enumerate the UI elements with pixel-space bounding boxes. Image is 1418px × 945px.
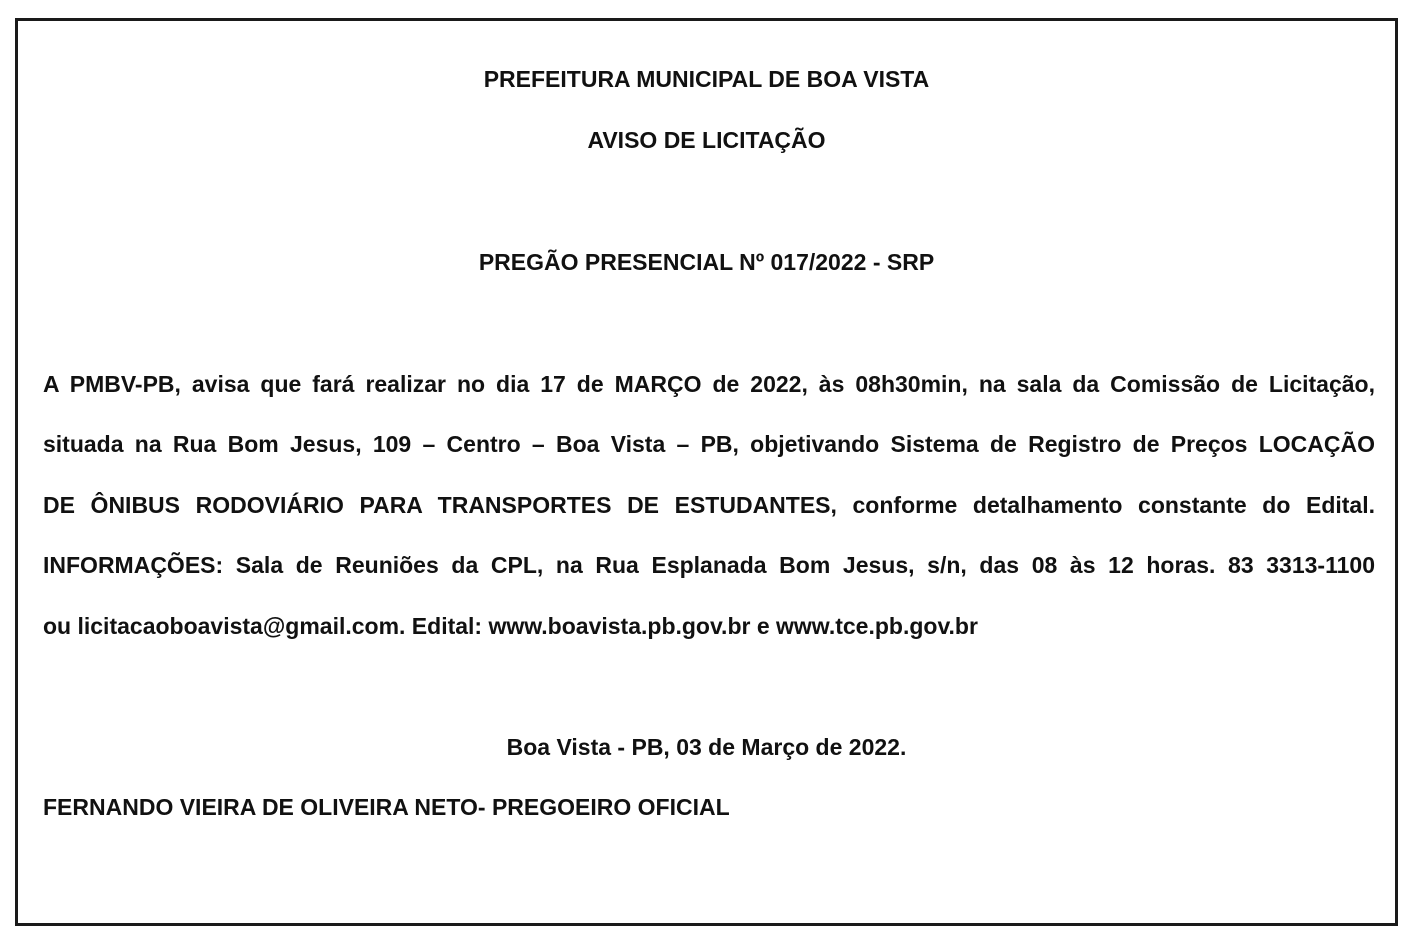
place-date: Boa Vista - PB, 03 de Março de 2022.: [506, 734, 907, 760]
institution-title: PREFEITURA MUNICIPAL DE BOA VISTA: [483, 66, 930, 92]
body-line-4: INFORMAÇÕES: Sala de Reuniões da CPL, na Rua Esplanada Bom Jesus, s/n, das 08 às 12 horas. 83 3313-1100: [43, 552, 1375, 578]
process-number: PREGÃO PRESENCIAL Nº 017/2022 - SRP: [478, 249, 935, 275]
notice-type-title: AVISO DE LICITAÇÃO: [587, 127, 826, 153]
signature-line: FERNANDO VIEIRA DE OLIVEIRA NETO- PREGOEIRO OFICIAL: [43, 794, 730, 820]
body-line-5: ou licitacaoboavista@gmail.com. Edital: www.boavista.pb.gov.br e www.tce.pb.gov.br: [43, 613, 978, 639]
body-line-1: A PMBV-PB, avisa que fará realizar no dia 17 de MARÇO de 2022, às 08h30min, na sala da Comissão de Licitação,: [43, 371, 1375, 397]
body-line-2: situada na Rua Bom Jesus, 109 – Centro – Boa Vista – PB, objetivando Sistema de Registro de Preços LOCAÇÃO: [43, 431, 1375, 457]
body-line-3: DE ÔNIBUS RODOVIÁRIO PARA TRANSPORTES DE ESTUDANTES, conforme detalhamento constante do Edital.: [43, 492, 1375, 518]
